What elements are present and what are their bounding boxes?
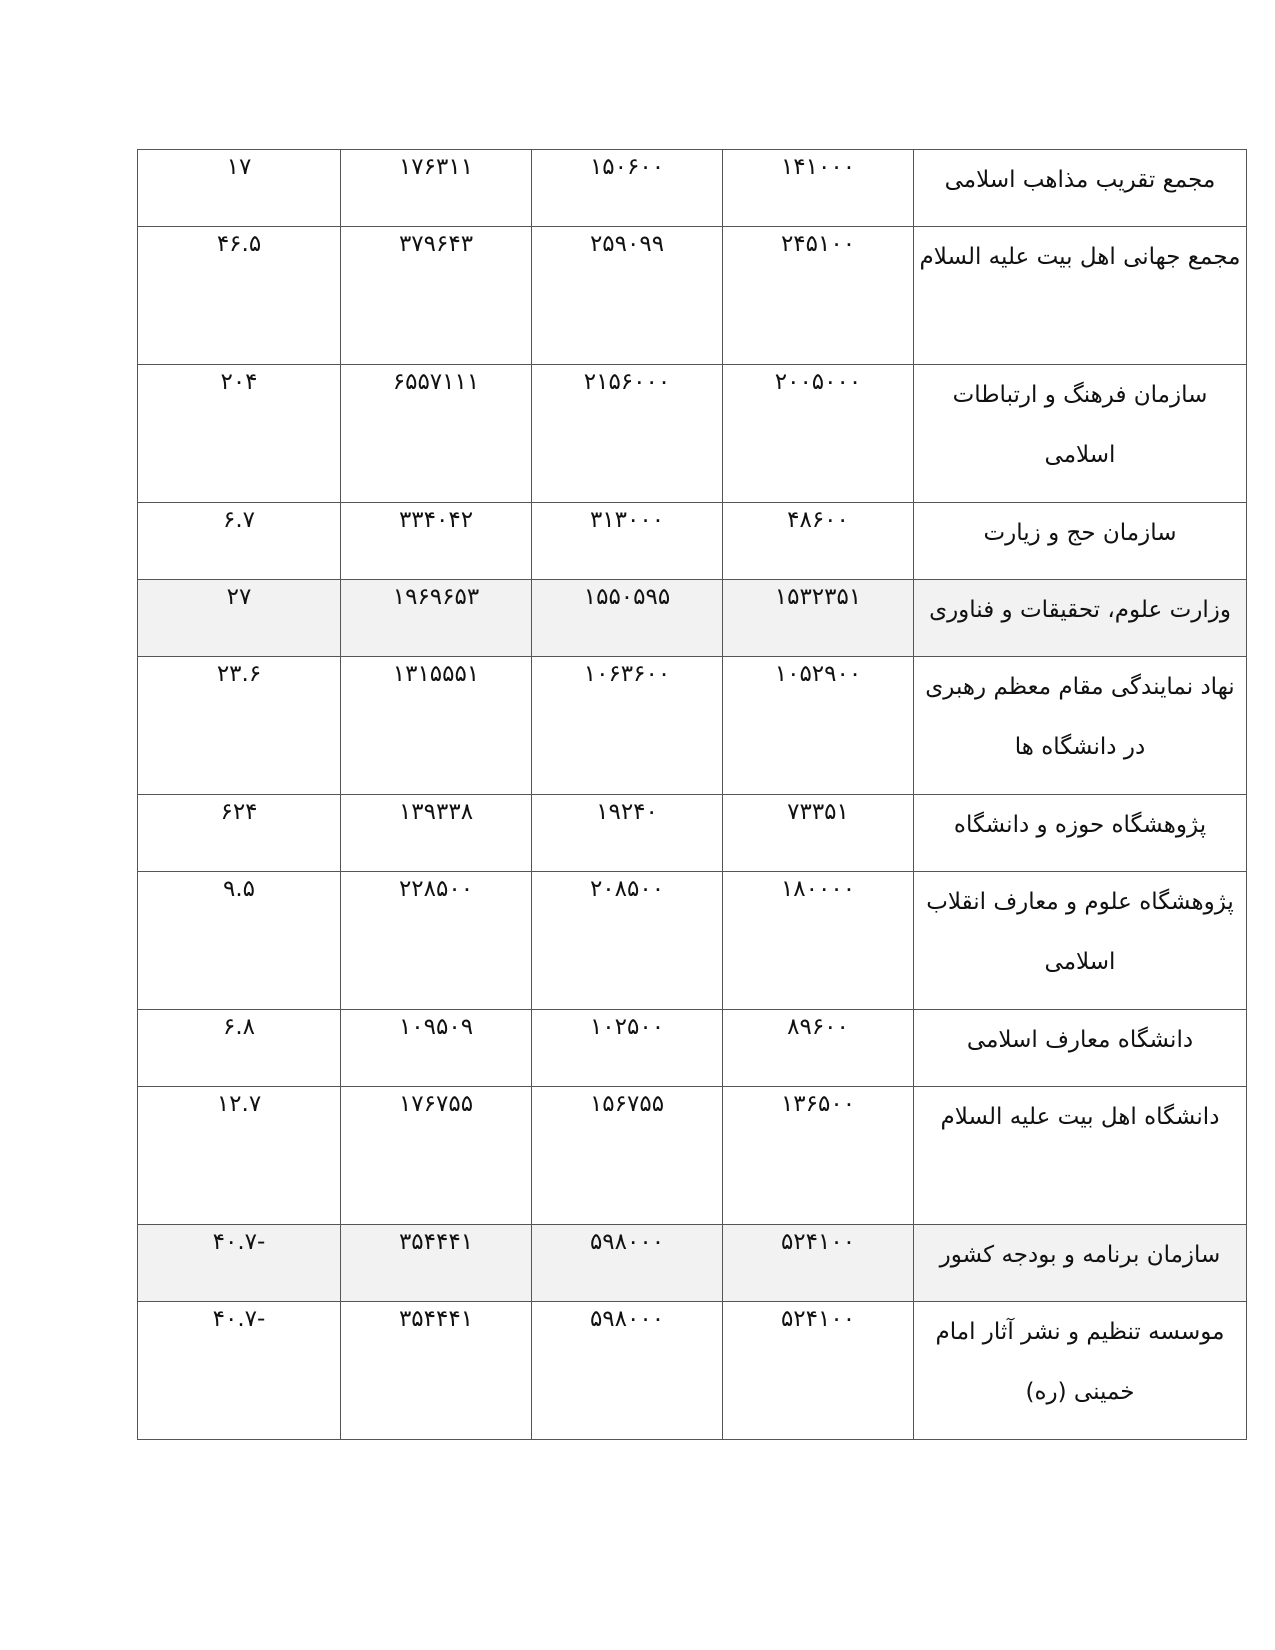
value-col-2: ۲۱۵۶۰۰۰ <box>532 365 723 503</box>
percent-change: ۱۲.۷ <box>138 1087 341 1225</box>
value-col-3: ۳۷۹۶۴۳ <box>341 227 532 365</box>
table-row <box>138 1010 1247 1087</box>
value-col-3: ۱۳۹۳۳۸ <box>341 795 532 872</box>
percent-change: -۴۰.۷ <box>138 1302 341 1440</box>
percent-change: ۹.۵ <box>138 872 341 1010</box>
value-col-2: ۱۵۶۷۵۵ <box>532 1087 723 1225</box>
value-col-3: ۳۵۴۴۴۱ <box>341 1225 532 1302</box>
organization-name: موسسه تنظیم و نشر آثار امام خمینی (ره) <box>914 1302 1247 1440</box>
table-row <box>138 503 1247 580</box>
value-col-2: ۱۰۶۳۶۰۰ <box>532 657 723 795</box>
value-col-1: ۷۳۳۵۱ <box>723 795 914 872</box>
value-col-1: ۲۰۰۵۰۰۰ <box>723 365 914 503</box>
value-col-3: ۱۷۶۳۱۱ <box>341 150 532 227</box>
organization-name: مجمع تقریب مذاهب اسلامی <box>914 150 1247 227</box>
value-col-3: ۱۳۱۵۵۵۱ <box>341 657 532 795</box>
organization-name: وزارت علوم، تحقیقات و فناوری <box>914 580 1247 657</box>
organization-name: سازمان برنامه و بودجه کشور <box>914 1225 1247 1302</box>
value-col-2: ۲۰۸۵۰۰ <box>532 872 723 1010</box>
table-row <box>138 795 1247 872</box>
percent-change: ۲۳.۶ <box>138 657 341 795</box>
organization-name: نهاد نمایندگی مقام معظم رهبری در دانشگاه ها <box>914 657 1247 795</box>
table-row <box>138 657 1247 795</box>
value-col-2: ۱۵۵۰۵۹۵ <box>532 580 723 657</box>
organization-name: سازمان فرهنگ و ارتباطات اسلامی <box>914 365 1247 503</box>
value-col-1: ۴۸۶۰۰ <box>723 503 914 580</box>
value-col-1: ۵۲۴۱۰۰ <box>723 1225 914 1302</box>
value-col-3: ۱۹۶۹۶۵۳ <box>341 580 532 657</box>
percent-change: ۶.۸ <box>138 1010 341 1087</box>
table-row <box>138 150 1247 227</box>
table-row <box>138 1087 1247 1225</box>
organization-name: دانشگاه معارف اسلامی <box>914 1010 1247 1087</box>
organization-name: پژوهشگاه علوم و معارف انقلاب اسلامی <box>914 872 1247 1010</box>
value-col-2: ۵۹۸۰۰۰ <box>532 1302 723 1440</box>
value-col-1: ۱۴۱۰۰۰ <box>723 150 914 227</box>
table-row <box>138 580 1247 657</box>
value-col-2: ۵۹۸۰۰۰ <box>532 1225 723 1302</box>
budget-table <box>137 149 1247 1440</box>
percent-change: ۲۰۴ <box>138 365 341 503</box>
table-row <box>138 365 1247 503</box>
value-col-1: ۱۵۳۲۳۵۱ <box>723 580 914 657</box>
table-row <box>138 1225 1247 1302</box>
percent-change: ۶۲۴ <box>138 795 341 872</box>
value-col-1: ۱۳۶۵۰۰ <box>723 1087 914 1225</box>
percent-change: ۱۷ <box>138 150 341 227</box>
value-col-3: ۶۵۵۷۱۱۱ <box>341 365 532 503</box>
percent-change: -۴۰.۷ <box>138 1225 341 1302</box>
organization-name: سازمان حج و زیارت <box>914 503 1247 580</box>
value-col-2: ۱۹۲۴۰ <box>532 795 723 872</box>
value-col-2: ۱۰۲۵۰۰ <box>532 1010 723 1087</box>
percent-change: ۴۶.۵ <box>138 227 341 365</box>
value-col-3: ۳۵۴۴۴۱ <box>341 1302 532 1440</box>
value-col-2: ۳۱۳۰۰۰ <box>532 503 723 580</box>
organization-name: مجمع جهانی اهل بیت علیه السلام <box>914 227 1247 365</box>
value-col-1: ۸۹۶۰۰ <box>723 1010 914 1087</box>
table-row <box>138 1302 1247 1440</box>
value-col-2: ۱۵۰۶۰۰ <box>532 150 723 227</box>
value-col-1: ۱۰۵۲۹۰۰ <box>723 657 914 795</box>
value-col-3: ۲۲۸۵۰۰ <box>341 872 532 1010</box>
table-row <box>138 227 1247 365</box>
organization-name: دانشگاه اهل بیت علیه السلام <box>914 1087 1247 1225</box>
value-col-2: ۲۵۹۰۹۹ <box>532 227 723 365</box>
percent-change: ۶.۷ <box>138 503 341 580</box>
percent-change: ۲۷ <box>138 580 341 657</box>
value-col-1: ۲۴۵۱۰۰ <box>723 227 914 365</box>
organization-name: پژوهشگاه حوزه و دانشگاه <box>914 795 1247 872</box>
value-col-1: ۵۲۴۱۰۰ <box>723 1302 914 1440</box>
value-col-3: ۳۳۴۰۴۲ <box>341 503 532 580</box>
value-col-3: ۱۰۹۵۰۹ <box>341 1010 532 1087</box>
value-col-3: ۱۷۶۷۵۵ <box>341 1087 532 1225</box>
table-row <box>138 872 1247 1010</box>
budget-table-body <box>138 150 1247 1440</box>
value-col-1: ۱۸۰۰۰۰ <box>723 872 914 1010</box>
